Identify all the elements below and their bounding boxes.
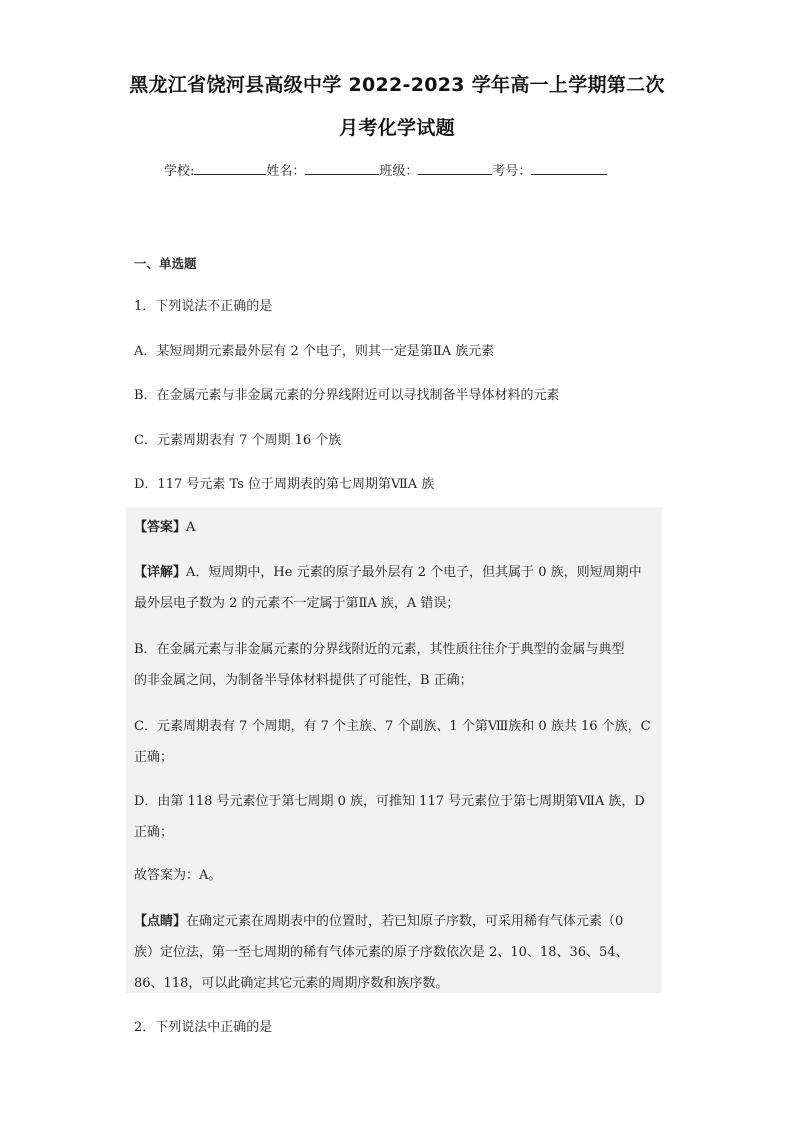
tip-text-a: 在确定元素在周期表中的位置时，若已知原子序数，可采用稀有气体元素（0 <box>186 914 624 929</box>
question-1-option-d: D．117 号元素 Ts 位于周期表的第七周期第ⅦA 族 <box>134 477 435 492</box>
detail-line-2a: B．在金属元素与非金属元素的分界线附近的元素，其性质往往介于典型的金属与典型 <box>134 642 625 657</box>
answer-value: A <box>186 520 196 535</box>
tip-label: 【点睛】 <box>134 914 187 929</box>
school-label: 学校: <box>164 164 195 179</box>
question-1-option-a: A．某短周期元素最外层有 2 个电子，则其一定是第ⅡA 族元素 <box>134 344 495 359</box>
answer-label: 【答案】 <box>134 520 187 535</box>
tip-line-a <box>134 910 623 929</box>
detail-text-1a: A．短周期中，He 元素的原子最外层有 2 个电子，但其属于 0 族，则短周期中 <box>186 565 642 580</box>
class-label: 班级： <box>379 164 419 179</box>
answer-conclusion: 故答案为：A。 <box>134 868 222 883</box>
tip-line-b: 族）定位法，第一至七周期的稀有气体元素的原子序数依次是 2、10、18、36、54、 <box>134 945 629 960</box>
detail-line-2b: 的非金属之间，为制备半导体材料提供了可能性，B 正确； <box>134 673 473 688</box>
name-blank[interactable] <box>305 160 379 175</box>
exam-no-label: 考号： <box>492 164 532 179</box>
detail-line-1b: 最外层电子数为 2 的元素不一定属于第ⅡA 族，A 错误； <box>134 596 460 611</box>
student-info-row <box>164 160 607 179</box>
detail-line-3a: C．元素周期表有 7 个周期，有 7 个主族、7 个副族、1 个第Ⅷ族和 0 族共 16 个族，C <box>134 719 651 734</box>
question-1-option-b: B．在金属元素与非金属元素的分界线附近可以寻找制备半导体材料的元素 <box>134 388 560 403</box>
tip-line-c: 86、118，可以此确定其它元素的周期序数和族序数。 <box>134 976 449 991</box>
detail-label: 【详解】 <box>134 565 187 580</box>
detail-line-1a <box>134 561 642 580</box>
detail-line-4a: D．由第 118 号元素位于第七周期 0 族，可推知 117 号元素位于第七周期第ⅦA 族，D <box>134 794 645 809</box>
question-1-option-c: C．元素周期表有 7 个周期 16 个族 <box>134 433 342 448</box>
detail-line-4b: 正确； <box>134 825 174 840</box>
name-label: 姓名： <box>266 164 306 179</box>
detail-line-3b: 正确； <box>134 750 174 765</box>
question-1-stem: 1．下列说法不正确的是 <box>134 299 273 314</box>
answer-line <box>134 516 195 535</box>
school-blank[interactable] <box>194 160 266 175</box>
question-2-stem: 2．下列说法中正确的是 <box>134 1020 273 1035</box>
page-title-line2: 月考化学试题 <box>339 117 455 139</box>
section-heading: 一、单选题 <box>134 256 197 271</box>
class-blank[interactable] <box>418 160 492 175</box>
exam-no-blank[interactable] <box>531 160 607 175</box>
page-title-line1: 黑龙江省饶河县高级中学 2022-2023 学年高一上学期第二次 <box>129 74 665 96</box>
